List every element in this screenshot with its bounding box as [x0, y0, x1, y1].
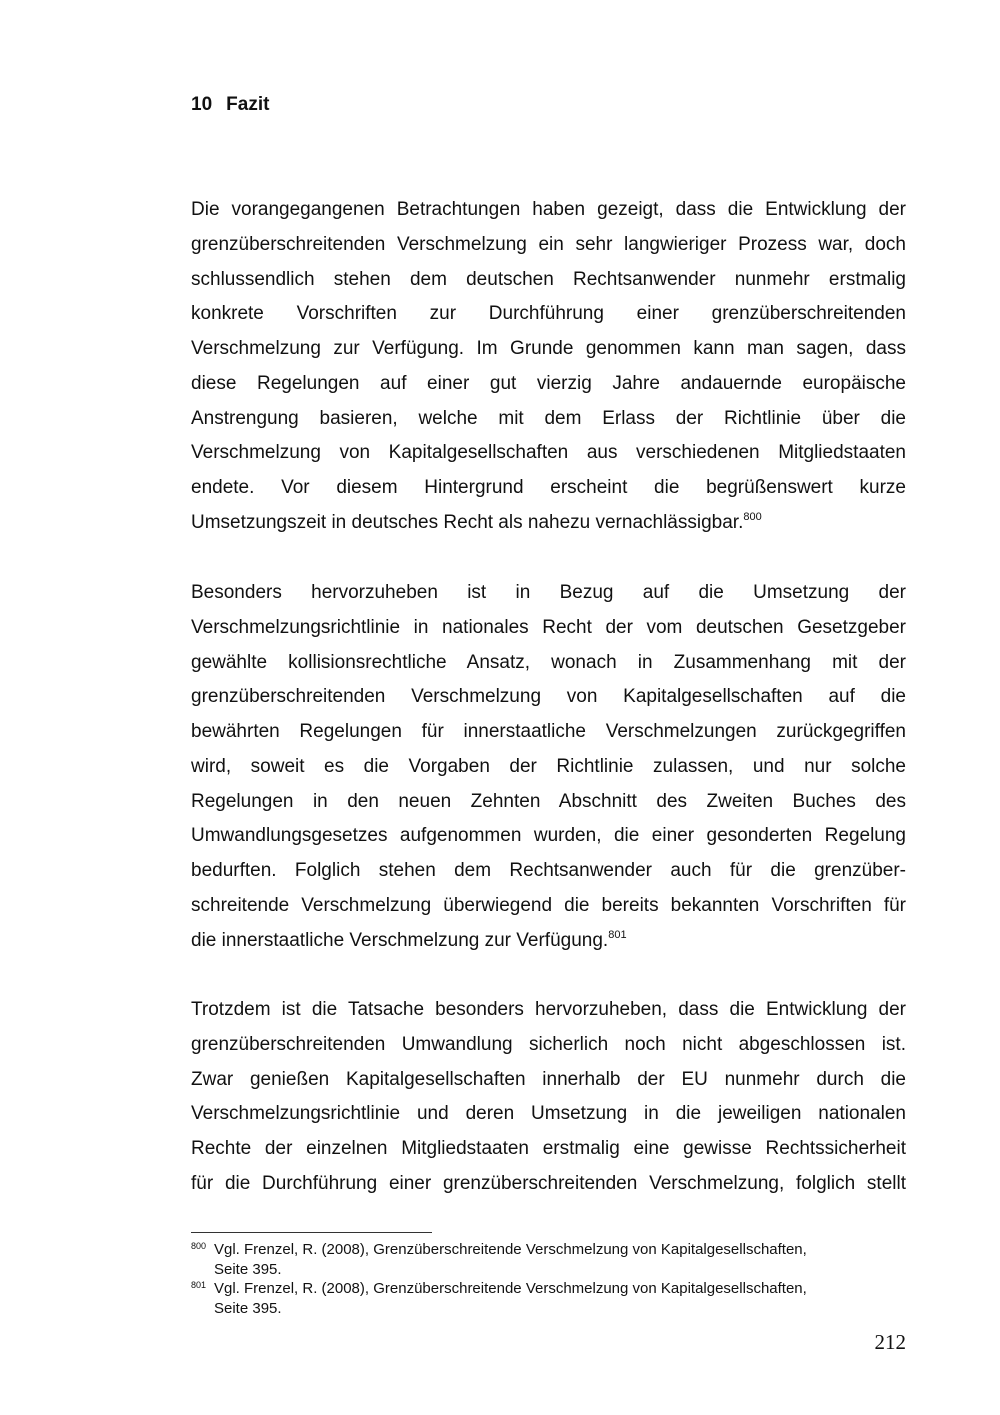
- paragraph-3: [191, 993, 906, 1202]
- line-text: Umwandlungsgesetzes aufgenommen wurden, die einer gesonderten Regelung: [191, 825, 906, 847]
- line-text: gewählte kollisionsrechtliche Ansatz, wonach in Zusammenhang mit der: [191, 651, 906, 673]
- text-line: [191, 680, 906, 715]
- footnote-text: Vgl. Frenzel, R. (2008), Grenzüberschreitende Verschmelzung von Kapitalgesellschaften,: [214, 1241, 807, 1258]
- text-line: [191, 715, 906, 750]
- line-text: grenzüberschreitenden Umwandlung sicherlich noch nicht abgeschlossen ist.: [191, 1033, 906, 1055]
- text-line: [191, 646, 906, 681]
- paragraph-1: [191, 193, 906, 541]
- text-line: [191, 332, 906, 367]
- text-line: [191, 854, 906, 889]
- footnote-body: [214, 1279, 911, 1318]
- footnote-divider: [191, 1232, 432, 1233]
- section-heading: [191, 94, 269, 116]
- text-line: [191, 193, 906, 228]
- footnote-text: Seite 395.: [214, 1260, 282, 1278]
- text-line: [191, 611, 906, 646]
- text-line: [191, 1167, 906, 1202]
- line-text: Verschmelzungsrichtlinie und deren Umsetzung in die jeweiligen nationalen: [191, 1103, 906, 1125]
- text-line: [191, 819, 906, 854]
- text-line: [191, 785, 906, 820]
- paragraph-2: [191, 576, 906, 958]
- line-text: Umsetzungszeit in deutsches Recht als nahezu vernachlässigbar.: [191, 511, 744, 533]
- text-line: [191, 506, 906, 541]
- text-line: [191, 993, 906, 1028]
- footnote: [191, 1240, 911, 1279]
- line-text: Verschmelzung von Kapitalgesellschaften aus verschiedenen Mitgliedstaaten: [191, 442, 906, 464]
- line-text: bewährten Regelungen für innerstaatliche Verschmelzungen zurückgegriffen: [191, 721, 906, 742]
- text-line: [191, 1028, 906, 1063]
- text-line: [191, 436, 906, 471]
- text-line: [191, 367, 906, 402]
- text-line: [191, 924, 906, 959]
- footnote: [191, 1279, 911, 1318]
- line-text: konkrete Vorschriften zur Durchführung einer grenzüberschreitenden: [191, 303, 906, 325]
- page-number: 212: [874, 1330, 906, 1354]
- footnote-text: Seite 395.: [214, 1299, 282, 1317]
- line-text: Rechte der einzelnen Mitgliedstaaten erstmalig eine gewisse Rechtssicherheit: [191, 1138, 906, 1159]
- line-text: endete. Vor diesem Hintergrund erscheint die begrüßenswert kurze: [191, 477, 906, 498]
- line-text: Regelungen in den neuen Zehnten Abschnitt des Zweiten Buches des: [191, 790, 906, 812]
- text-line: [191, 1097, 906, 1132]
- line-text: grenzüberschreitenden Verschmelzung ein sehr langwieriger Prozess war, doch: [191, 233, 906, 255]
- text-line: [191, 471, 906, 506]
- line-text: Zwar genießen Kapitalgesellschaften innerhalb der EU nunmehr durch die: [191, 1068, 906, 1090]
- line-text: schreitende Verschmelzung überwiegend die bereits bekannten Vorschriften für: [191, 894, 906, 916]
- text-line: [191, 576, 906, 611]
- line-text: Verschmelzung zur Verfügung. Im Grunde genommen kann man sagen, dass: [191, 338, 906, 359]
- section-title: Fazit: [226, 94, 270, 115]
- text-line: [191, 1063, 906, 1098]
- line-text: grenzüberschreitenden Verschmelzung von Kapitalgesellschaften auf die: [191, 686, 906, 708]
- footnotes: [191, 1240, 911, 1318]
- footnote-reference[interactable]: 800: [743, 510, 762, 523]
- line-text: Trotzdem ist die Tatsache besonders hervorzuheben, dass die Entwicklung der: [191, 999, 906, 1020]
- line-text: für die Durchführung einer grenzüberschreitenden Verschmelzung, folglich stellt: [191, 1172, 906, 1194]
- text-line: [191, 750, 906, 785]
- line-text: diese Regelungen auf einer gut vierzig Jahre andauernde europäische: [191, 372, 906, 394]
- footnote-reference[interactable]: 801: [608, 928, 627, 941]
- footnote-number: 800: [191, 1241, 207, 1251]
- line-text: die innerstaatliche Verschmelzung zur Verfügung.: [191, 929, 609, 951]
- text-line: [191, 228, 906, 263]
- line-text: schlussendlich stehen dem deutschen Rechtsanwender nunmehr erstmalig: [191, 268, 906, 290]
- line-text: Verschmelzungsrichtlinie in nationales Recht der vom deutschen Gesetzgeber: [191, 616, 906, 638]
- line-text: wird, soweit es die Vorgaben der Richtlinie zulassen, und nur solche: [191, 755, 906, 777]
- line-text: bedurften. Folglich stehen dem Rechtsanwender auch für die grenzüber-: [191, 860, 906, 881]
- footnote-body: [214, 1240, 911, 1279]
- text-line: [191, 1132, 906, 1167]
- footnote-text: Vgl. Frenzel, R. (2008), Grenzüberschreitende Verschmelzung von Kapitalgesellschaften,: [214, 1280, 807, 1297]
- line-text: Die vorangegangenen Betrachtungen haben gezeigt, dass die Entwicklung der: [191, 199, 906, 220]
- text-line: [191, 402, 906, 437]
- line-text: Anstrengung basieren, welche mit dem Erlass der Richtlinie über die: [191, 407, 906, 429]
- section-number: 10: [191, 94, 213, 115]
- line-text: Besonders hervorzuheben ist in Bezug auf die Umsetzung der: [191, 582, 906, 603]
- footnote-number: 801: [191, 1280, 207, 1290]
- text-line: [191, 297, 906, 332]
- text-line: [191, 889, 906, 924]
- text-line: [191, 263, 906, 298]
